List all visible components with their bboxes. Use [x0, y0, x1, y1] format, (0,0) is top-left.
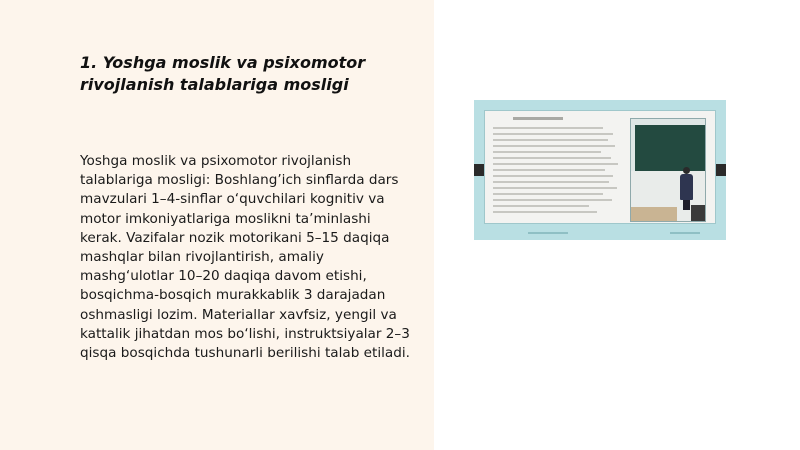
teacher-figure — [683, 200, 690, 210]
thumbnail-text-line — [493, 157, 611, 159]
thumbnail-text-line — [493, 199, 612, 201]
thumbnail-text-line — [493, 193, 603, 195]
thumbnail-text-line — [493, 169, 605, 171]
teacher-figure — [683, 167, 690, 174]
thumbnail-text-line — [493, 127, 603, 129]
thumbnail-text-line — [493, 187, 617, 189]
thumbnail-text-line — [493, 163, 618, 165]
thumbnail-footer — [528, 232, 568, 234]
thumbnail-text-line — [493, 205, 589, 207]
chair — [691, 205, 705, 221]
slide-title: 1. Yoshga moslik va psixomotor rivojlanish talablariga mosligi — [80, 53, 366, 94]
thumbnail-text-line — [493, 151, 601, 153]
teacher-figure — [680, 174, 693, 200]
thumbnail-heading — [513, 117, 563, 120]
thumbnail-text-line — [493, 175, 613, 177]
desk — [631, 207, 677, 222]
thumbnail-text-line — [493, 181, 609, 183]
slide-body-text: Yoshga moslik va psixomotor rivojlanish talablariga mosligi: Boshlang’ich sinflarda dars mavzulari 1–4-sinflar o‘quvchilari kognitiv va motor imkoniyatlariga moslikni ta’minlashi kerak. Vazifalar nozik motorikani 5–15 daqiqa mashqlar bilan rivojlantirish, amaliy mashg‘ulotlar 10–20 daqiqa davom etishi, bosqichma-bosqich murakkablik 3 darajadan oshmasligi lozim. Materiallar xavfsiz, yengil va kattalik jihatdan mos bo‘lishi, instruktsiyalar 2–3 qisqa bosqichda tushunarli berilishi talab etiladi. — [80, 153, 410, 362]
thumbnail-text-line — [493, 133, 613, 135]
chalkboard — [635, 125, 705, 171]
thumbnail-text-line — [493, 139, 608, 141]
slide-thumbnail-image — [474, 100, 726, 240]
classroom-photo — [630, 118, 706, 222]
thumbnail-text-line — [493, 211, 597, 213]
thumbnail-text-line — [493, 145, 615, 147]
thumbnail-footer — [670, 232, 700, 234]
